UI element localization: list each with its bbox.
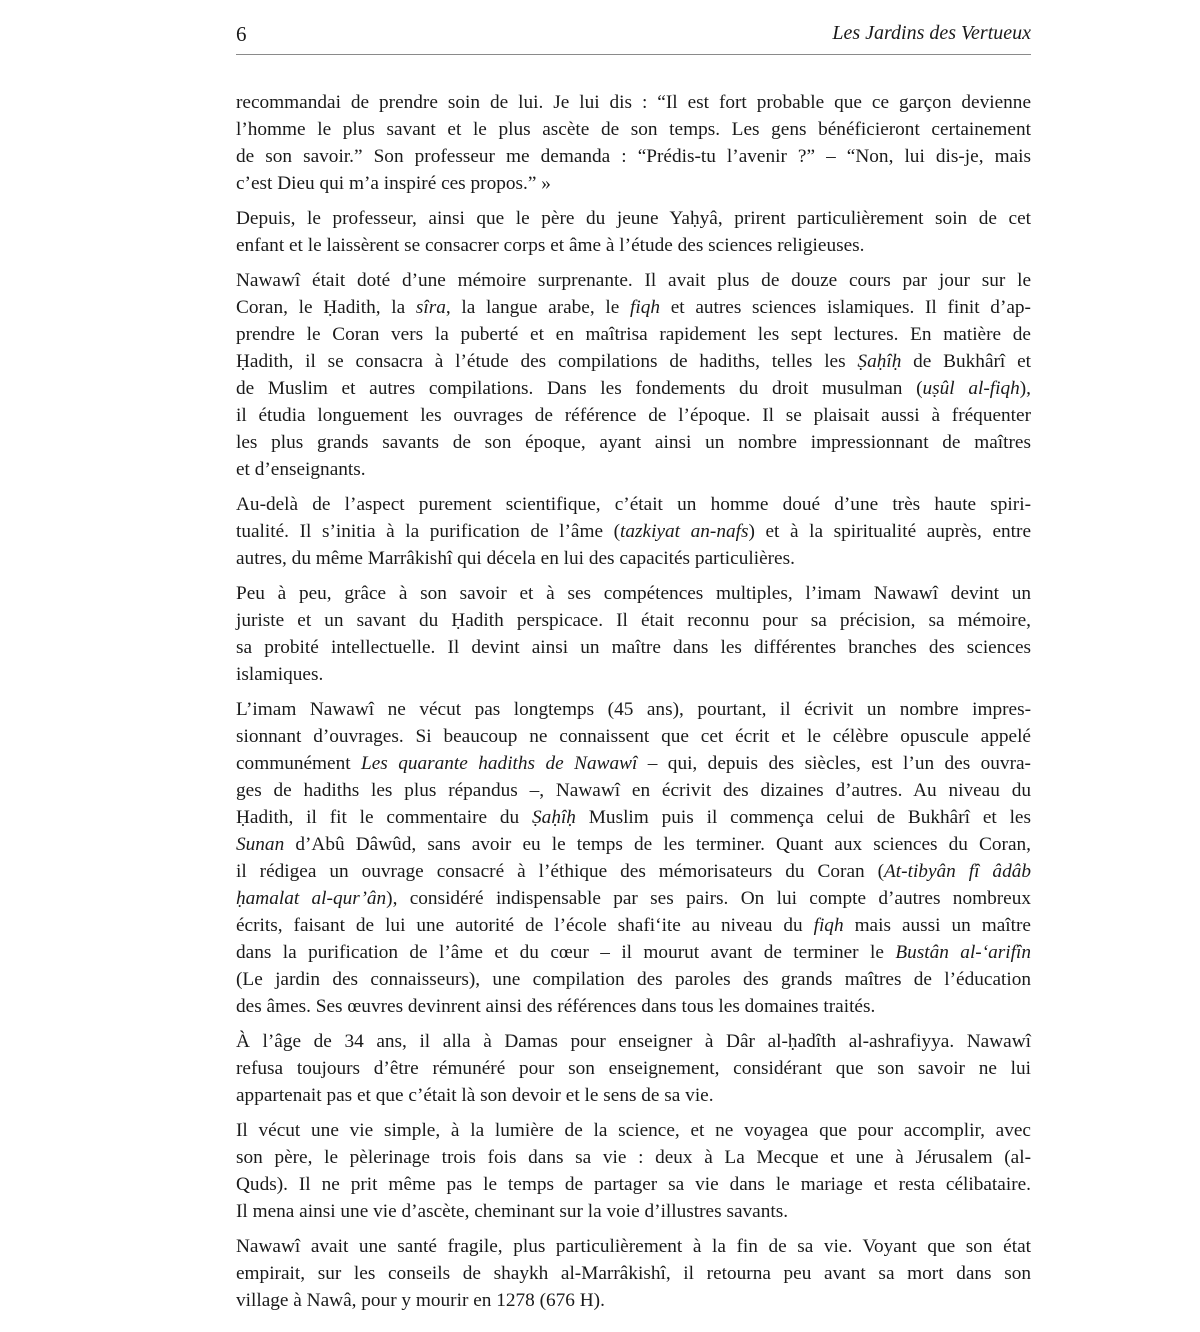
running-title: Les Jardins des Vertueux <box>832 22 1031 44</box>
text-line: sa probité intellectuelle. Il devint ainsi un maître dans les différentes branches des sciences <box>236 637 1031 658</box>
text-line: Nawawî était doté d’une mémoire surprenante. Il avait plus de douze cours par jour sur le <box>236 270 1031 291</box>
paragraph <box>236 205 1031 259</box>
text-line: islamiques. <box>236 664 324 685</box>
text-line: il rédigea un ouvrage consacré à l’éthique des mémorisateurs du Coran (At-tibyân fî âdâb <box>236 861 1031 882</box>
text-line: des âmes. Ses œuvres devinrent ainsi des références dans tous les domaines traités. <box>236 996 876 1017</box>
paragraph <box>236 1028 1031 1109</box>
text-line: juriste et un savant du Ḥadith perspicace. Il était reconnu pour sa précision, sa mémoire, <box>236 610 1031 631</box>
italic-term: fiqh <box>630 297 660 318</box>
text-line: Coran, le Ḥadith, la sîra, la langue arabe, le fiqh et autres sciences islamiques. Il finit d’ap- <box>236 297 1031 318</box>
text-line: Au-delà de l’aspect purement scientifique, c’était un homme doué d’une très haute spiri- <box>236 494 1031 515</box>
page-body <box>236 89 1031 1322</box>
italic-term: Ṣaḥîḥ <box>857 351 902 372</box>
text-line: ges de hadiths les plus répandus –, Nawawî en écrivit des dizaines d’autres. Au niveau du <box>236 780 1031 801</box>
text-line: (Le jardin des connaisseurs), une compilation des paroles des grands maîtres de l’éducation <box>236 969 1031 990</box>
text-line: À l’âge de 34 ans, il alla à Damas pour enseigner à Dâr al-ḥadîth al-ashrafiyya. Nawawî <box>236 1031 1031 1052</box>
text-line: appartenait pas et que c’était là son devoir et le sens de sa vie. <box>236 1085 714 1106</box>
text-line: de son savoir.” Son professeur me demanda : “Prédis-tu l’avenir ?” – “Non, lui dis-je, mais <box>236 146 1031 167</box>
text-line: les plus grands savants de son époque, ayant ainsi un nombre impressionnant de maîtres <box>236 432 1031 453</box>
italic-term: uṣûl al-fiqh <box>922 378 1020 399</box>
text-line: dans la purification de l’âme et du cœur – il mourut avant de terminer le Bustân al-‘arifîn <box>236 942 1032 963</box>
text-line: Il mena ainsi une vie d’ascète, cheminant sur la voie d’illustres savants. <box>236 1201 789 1222</box>
text-line: il étudia longuement les ouvrages de référence de l’époque. Il se plaisait aussi à fréquenter <box>236 405 1031 426</box>
text-line: Quds). Il ne prit même pas le temps de partager sa vie dans le mariage et resta célibataire. <box>236 1174 1031 1195</box>
text-line: enfant et le laissèrent se consacrer corps et âme à l’étude des sciences religieuses. <box>236 235 865 256</box>
text-line: L’imam Nawawî ne vécut pas longtemps (45 ans), pourtant, il écrivit un nombre impres- <box>236 699 1031 720</box>
italic-term: At-tibyân fî âdâb <box>884 861 1031 882</box>
paragraph <box>236 1117 1031 1225</box>
text-line: Peu à peu, grâce à son savoir et à ses compétences multiples, l’imam Nawawî devint un <box>236 583 1031 604</box>
paragraph <box>236 696 1031 1020</box>
paragraph <box>236 267 1031 483</box>
italic-term: ḥamalat al-qur’ân <box>236 888 387 909</box>
paragraph <box>236 1233 1031 1314</box>
text-line: Sunan d’Abû Dâwûd, sans avoir eu le temps de les terminer. Quant aux sciences du Coran, <box>236 834 1031 855</box>
header-rule <box>236 54 1031 55</box>
text-line: c’est Dieu qui m’a inspiré ces propos.” » <box>236 173 551 194</box>
text-line: ḥamalat al-qur’ân), considéré indispensable par ses pairs. On lui compte d’autres nombreux <box>236 888 1031 909</box>
text-line: de Muslim et autres compilations. Dans les fondements du droit musulman (uṣûl al-fiqh), <box>236 378 1031 399</box>
italic-term: Bustân al-‘arifîn <box>895 942 1032 963</box>
text-line: Depuis, le professeur, ainsi que le père du jeune Yaḥyâ, prirent particulièrement soin de cet <box>236 208 1031 229</box>
text-line: village à Nawâ, pour y mourir en 1278 (676 H). <box>236 1290 605 1311</box>
text-line: empirait, sur les conseils de shaykh al-Marrâkishî, il retourna peu avant sa mort dans son <box>236 1263 1031 1284</box>
paragraph <box>236 89 1031 197</box>
text-line: communément Les quarante hadiths de Nawawî – qui, depuis des siècles, est l’un des ouvra- <box>236 753 1031 774</box>
text-line: autres, du même Marrâkishî qui décela en lui des capacités particulières. <box>236 548 795 569</box>
italic-term: Les quarante hadiths de Nawawî <box>361 753 638 774</box>
text-line: Il vécut une vie simple, à la lumière de la science, et ne voyagea que pour accomplir, avec <box>236 1120 1031 1141</box>
page-number: 6 <box>236 22 247 46</box>
italic-term: Ṣaḥîḥ <box>532 807 576 828</box>
italic-term: sîra <box>415 297 446 318</box>
italic-term: fiqh <box>813 915 844 936</box>
text-line: écrits, faisant de lui une autorité de l’école shafi‘ite au niveau du fiqh mais aussi un maître <box>236 915 1031 936</box>
italic-term: Sunan <box>236 834 285 855</box>
text-line: recommandai de prendre soin de lui. Je lui dis : “Il est fort probable que ce garçon devienne <box>236 92 1031 113</box>
italic-term: tazkiyat an-nafs <box>620 521 749 542</box>
text-line: Ḥadith, il se consacra à l’étude des compilations de hadiths, telles les Ṣaḥîḥ de Bukhârî et <box>236 351 1031 372</box>
text-line: tualité. Il s’initia à la purification de l’âme (tazkiyat an-nafs) et à la spiritualité auprès, entre <box>236 521 1032 542</box>
text-line: prendre le Coran vers la puberté et en maîtrisa rapidement les sept lectures. En matière de <box>236 324 1031 345</box>
paragraph <box>236 580 1031 688</box>
paragraph <box>236 491 1031 572</box>
text-line: et d’enseignants. <box>236 459 366 480</box>
text-line: l’homme le plus savant et le plus ascète de son temps. Les gens bénéficieront certainement <box>236 119 1031 140</box>
page-header <box>236 20 1031 50</box>
text-line: Nawawî avait une santé fragile, plus particulièrement à la fin de sa vie. Voyant que son état <box>236 1236 1031 1257</box>
text-line: sionnant d’ouvrages. Si beaucoup ne connaissent que cet écrit et le célèbre opuscule appelé <box>236 726 1031 747</box>
text-line: son père, le pèlerinage trois fois dans sa vie : deux à La Mecque et une à Jérusalem (al- <box>236 1147 1031 1168</box>
text-line: Ḥadith, il fit le commentaire du Ṣaḥîḥ Muslim puis il commença celui de Bukhârî et les <box>236 807 1031 828</box>
text-line: refusa toujours d’être rémunéré pour son enseignement, considérant que son savoir ne lui <box>236 1058 1031 1079</box>
